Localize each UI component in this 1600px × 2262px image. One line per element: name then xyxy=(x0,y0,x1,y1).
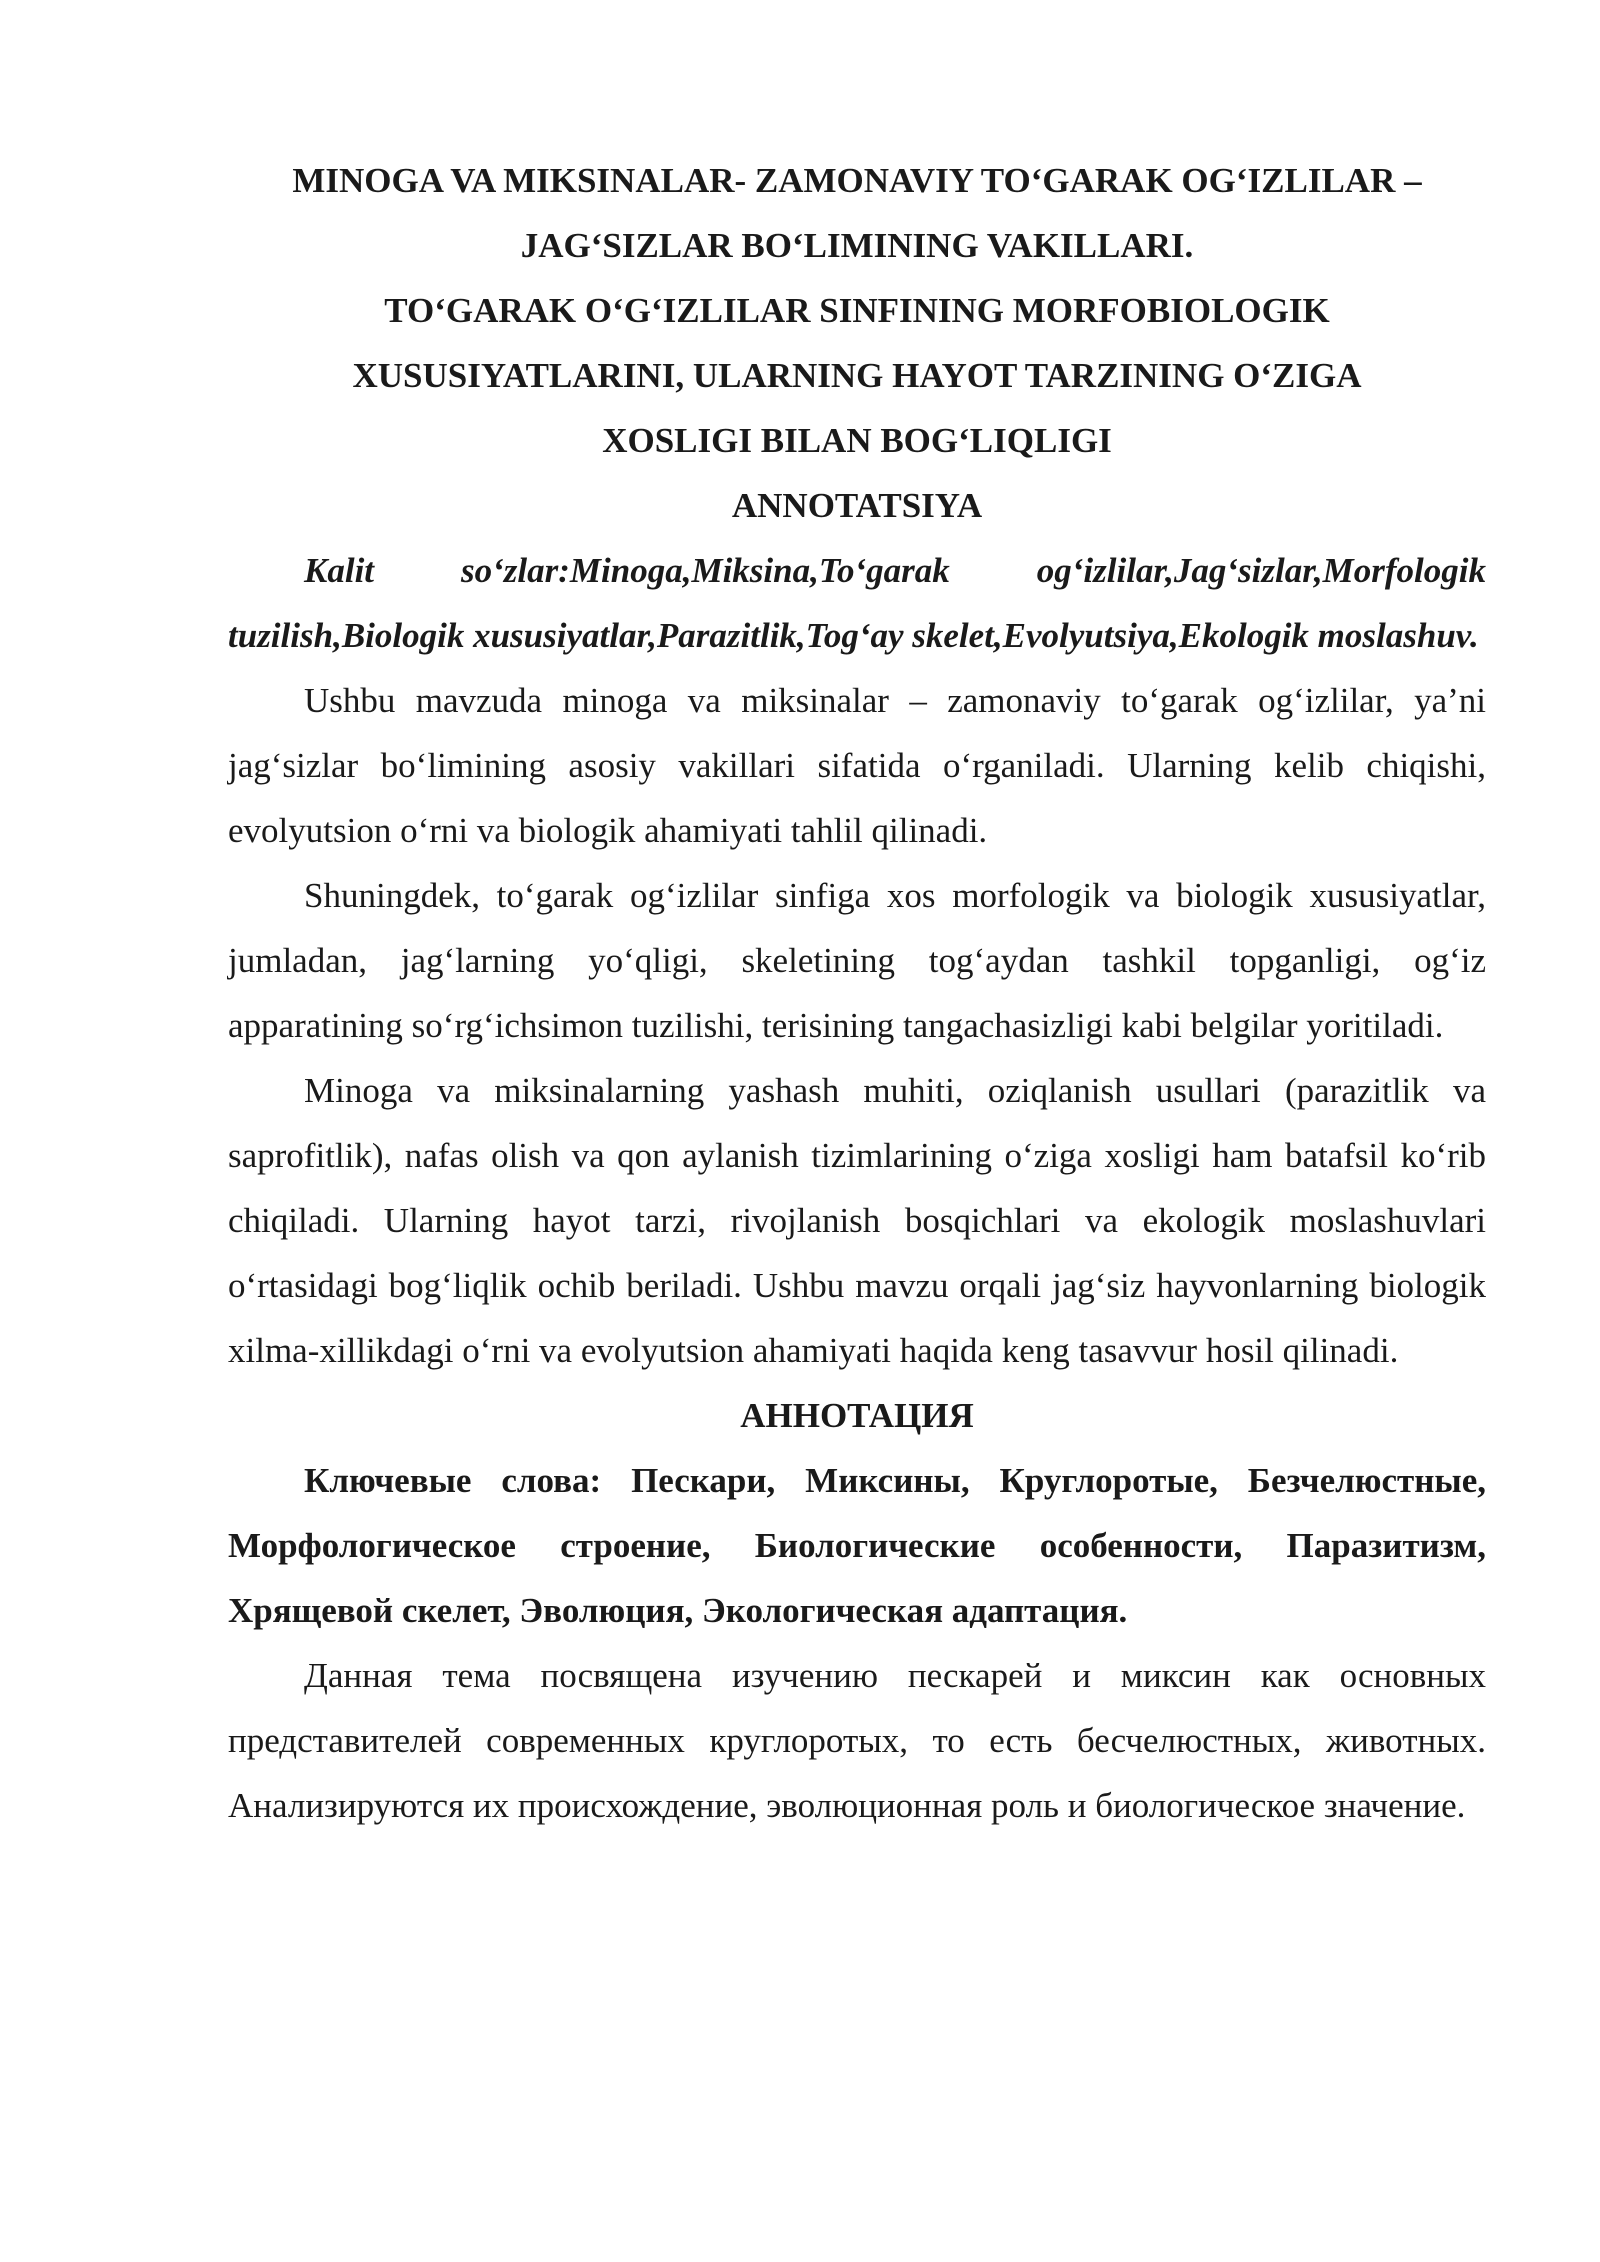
abstract-paragraph-uz: Minoga va miksinalarning yashash muhiti, oziqlanish usullari (parazitlik va saprofitlik), nafas olish va qon aylanish tizimlarining o‘ziga xosligi ham batafsil ko‘rib chiqiladi. Ularning hayot tarzi, rivojlanish bosqichlari va ekologik moslashuvlari o‘rtasidagi bog‘liqlik ochib beriladi. Ushbu mavzu orqali jag‘siz hayvonlarning biologik xilma-xillikdagi o‘rni va evolyutsion ahamiyati haqida keng tasavvur hosil qilinadi. xyxy=(228,1071,1486,1370)
title-line: TO‘GARAK O‘G‘IZLILAR SINFINING MORFOBIOLOGIK xyxy=(384,291,1330,330)
annotation-heading-uz: ANNOTATSIYA xyxy=(731,486,983,525)
annotation-heading-ru: АННОТАЦИЯ xyxy=(740,1396,974,1435)
title-line: XOSLIGI BILAN BOG‘LIQLIGI xyxy=(602,421,1112,460)
document-page xyxy=(228,148,1486,1838)
keywords-uz: Kalit so‘zlar:Minoga,Miksina,To‘garak og‘izlilar,Jag‘sizlar,Morfologik tuzilish,Biologik xususiyatlar,Parazitlik,Tog‘ay skelet,Evolyutsiya,Ekologik moslashuv. xyxy=(228,551,1486,655)
title-line: MINOGA VA MIKSINALAR- ZAMONAVIY TO‘GARAK OG‘IZLILAR – xyxy=(292,161,1422,200)
title-line: JAG‘SIZLAR BO‘LIMINING VAKILLARI. xyxy=(520,226,1194,265)
keywords-ru: Ключевые слова: Пескари, Миксины, Круглоротые, Безчелюстные, Морфологическое строение, Биологические особенности, Паразитизм, Хрящевой скелет, Эволюция, Экологическая адаптация. xyxy=(228,1461,1486,1630)
abstract-paragraph-uz: Ushbu mavzuda minoga va miksinalar – zamonaviy to‘garak og‘izlilar, ya’ni jag‘sizlar bo‘limining asosiy vakillari sifatida o‘rganiladi. Ularning kelib chiqishi, evolyutsion o‘rni va biologik ahamiyati tahlil qilinadi. xyxy=(228,681,1486,850)
document-title xyxy=(228,148,1486,473)
abstract-paragraph-uz: Shuningdek, to‘garak og‘izlilar sinfiga xos morfologik va biologik xususiyatlar, jumladan, jag‘larning yo‘qligi, skeletining tog‘aydan tashkil topganligi, og‘iz apparatining so‘rg‘ichsimon tuzilishi, terisining tangachasizligi kabi belgilar yoritiladi. xyxy=(228,876,1486,1045)
abstract-paragraph-ru: Данная тема посвящена изучению пескарей и миксин как основных представителей современных круглоротых, то есть бесчелюстных, животных. Анализируются их происхождение, эволюционная роль и биологическое значение. xyxy=(228,1656,1486,1825)
title-line: XUSUSIYATLARINI, ULARNING HAYOT TARZINING O‘ZIGA xyxy=(352,356,1362,395)
